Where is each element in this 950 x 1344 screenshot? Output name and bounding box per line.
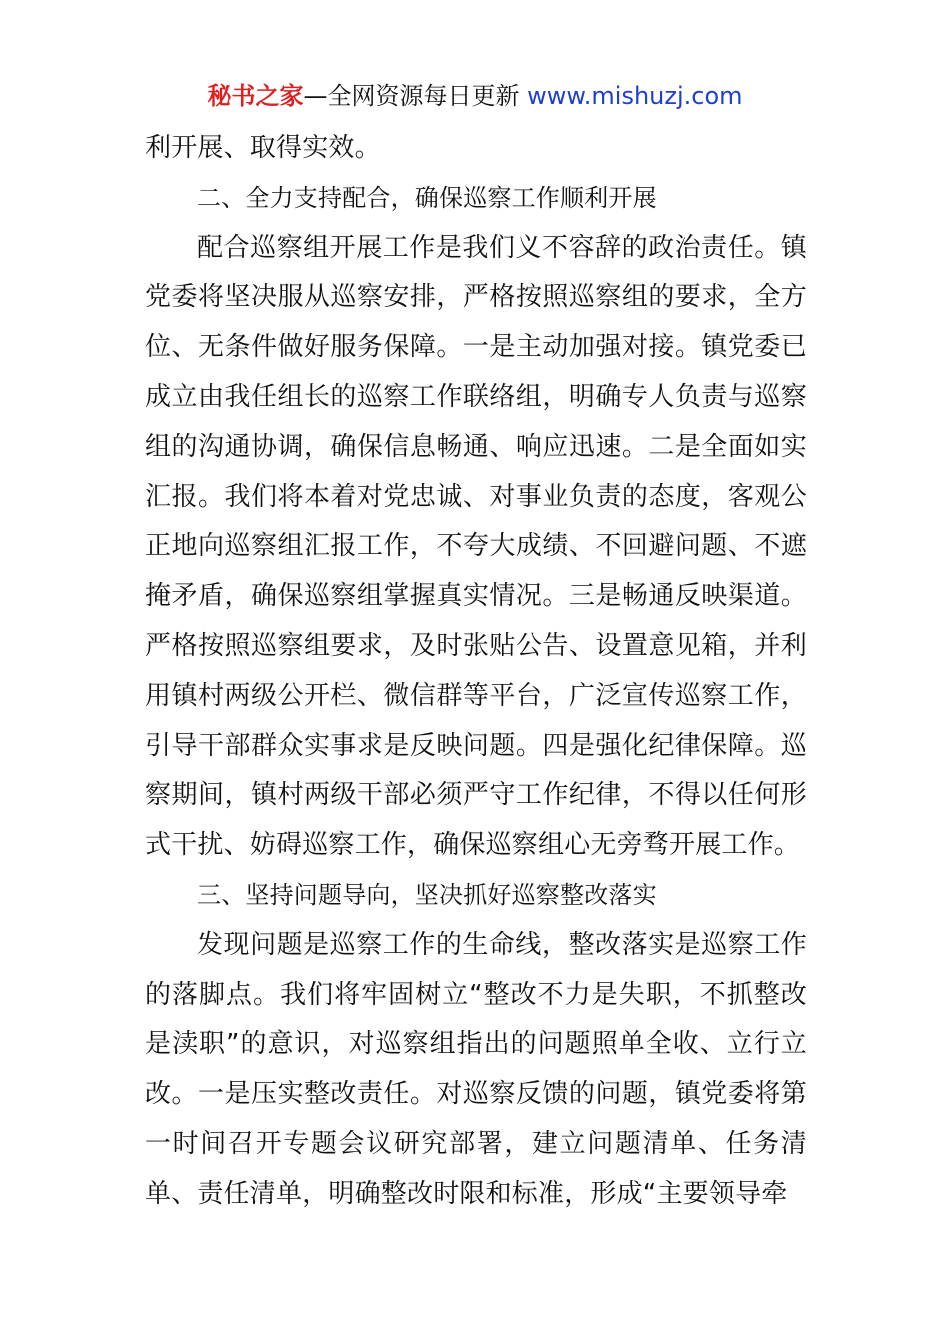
section-heading-3: 三、坚持问题导向，坚决抓好巡察整改落实: [197, 880, 657, 909]
site-header: [0, 80, 950, 112]
paragraph-support-cooperation: 配合巡察组开展工作是我们义不容辞的政治责任。镇党委将坚决服从巡察安排，严格按照巡察组的要求，全方位、无条件做好服务保障。一是主动加强对接。镇党委已成立由我任组长的巡察工作联络组，明确专人负责与巡察组的沟通协调，确保信息畅通、响应迅速。二是全面如实汇报。我们将本着对党忠诚、对事业负责的态度，客观公正地向巡察组汇报工作，不夸大成绩、不回避问题、不遮掩矛盾，确保巡察组掌握真实情况。三是畅通反映渠道。严格按照巡察组要求，及时张贴公告、设置意见箱，并利用镇村两级公开栏、微信群等平台，广泛宣传巡察工作，引导干部群众实事求是反映问题。四是强化纪律保障。巡察期间，镇村两级干部必须严守工作纪律，不得以任何形式干扰、妨碍巡察工作，确保巡察组心无旁骛开展工作。: [145, 232, 807, 861]
paragraph-rectification: 发现问题是巡察工作的生命线，整改落实是巡察工作的落脚点。我们将牢固树立“整改不力是失职，不抓整改是渎职”的意识，对巡察组指出的问题照单全收、立行立改。一是压实整改责任。对巡察反馈的问题，镇党委将第一时间召开专题会议研究部署，建立问题清单、任务清单、责任清单，明确整改时限和标准，形成“主要领导牵: [145, 929, 807, 1209]
site-url[interactable]: www.mishuzj.com: [527, 82, 743, 110]
section-heading-2: 二、全力支持配合，确保巡察工作顺利开展: [197, 183, 657, 212]
site-brand: 秘书之家: [207, 82, 304, 110]
document-body: [145, 124, 807, 1220]
paragraph-continuation: 利开展、取得实效。: [145, 133, 381, 163]
site-tagline: —全网资源每日更新: [303, 82, 528, 110]
